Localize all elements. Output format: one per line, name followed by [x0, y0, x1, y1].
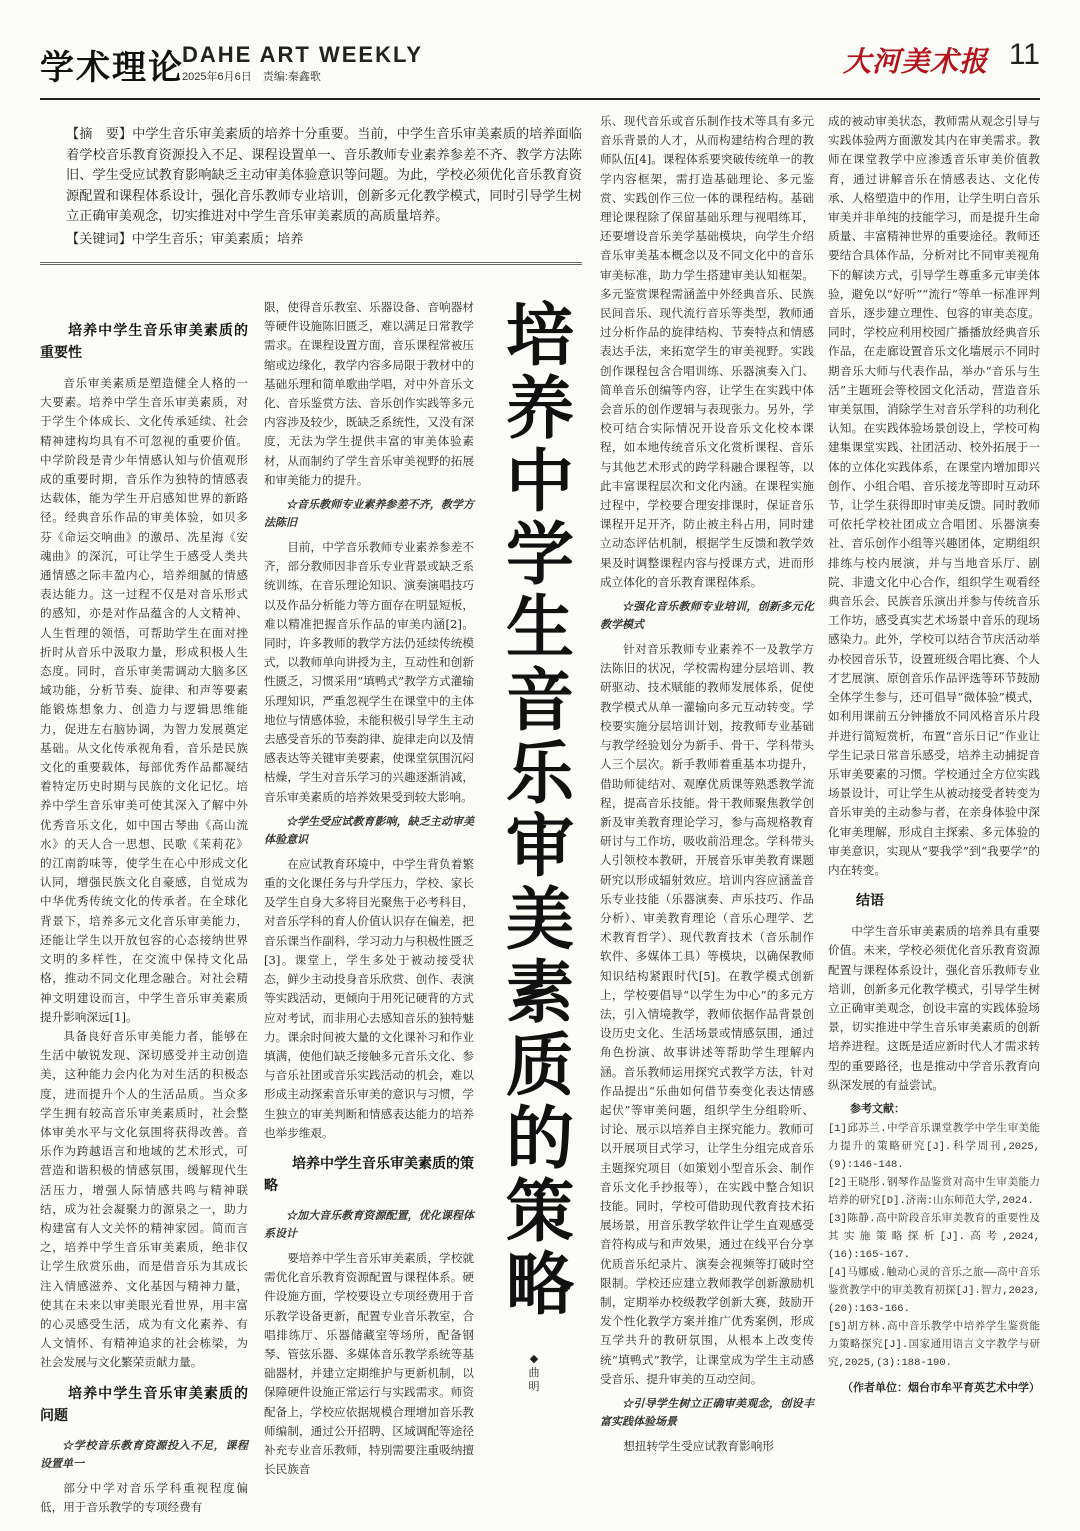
- paragraph: 想扭转学生受应试教育影响形: [623, 1439, 774, 1453]
- headline-char: 音: [505, 662, 574, 741]
- paragraph: 在应试教育环境中，中学生背负着繁重的文化课任务与升学压力，学校、家长及学生自身大多将目光聚焦于必考科目，对音乐学科的育人价值认识存在偏差，把音乐课当作副科，学习动力与积极性匮乏[3]。课堂上，学生多处于被动接受状态，鲜少主动投身音乐欣赏、创作、表演等实践活动，更倾向于用死记硬背的方式应对考试，而非用心去感知音乐的独特魅力。课余时间被大量的文化课补习和作业填满，使他们缺乏接触多元音乐文化、参与音乐社团或音乐实践活动的机会，难以形成主动探索音乐审美的意识与习惯，学生独立的审美判断和情感表达能力的培养也举步维艰。: [264, 856, 474, 1140]
- section-heading: 培养中学生音乐审美素质的策略: [264, 1155, 474, 1194]
- column-4: [828, 112, 1040, 1500]
- paragraph: 成的被动审美状态，教师需从观念引导与实践体验两方面激发其内在审美需求。教师在课堂教学中应渗透音乐审美价值教育，通过讲解音乐在情感表达、文化传承、人格塑造中的作用，让学生明白音乐审美并非单纯的技能学习，而是提升生命质量、丰富精神世界的重要途径。教师还要结合具体作品，分析对比不同审美视角下的解读方式，引导学生尊重多元审美体验，避免以“好听”“流行”等单一标准评判音乐，逐步建立理性、包容的审美态度。同时，学校应利用校园广播播放经典音乐作品，在走廊设置音乐文化墙展示不同时期音乐大师与代表作品，举办“音乐与生活”主题班会等校园文化活动，营造音乐审美氛围，消除学生对音乐学科的功利化认知。在实践体验场景创设上，学校可构建集课堂实践、社团活动、校外拓展于一体的立体化实践体系，在课堂内增加即兴创作、小组合唱、音乐接龙等即时互动环节，让学生获得即时审美反馈。同时教师可依托学校社团成立合唱团、乐器演奏社、音乐创作小组等兴趣团体，定期组织排练与校内展演，并与当地音乐厅、剧院、非遗文化中心合作，组织学生观看经典音乐会、民族音乐演出并参与传统音乐工作坊，感受真实艺术场景中音乐的现场感染力。此外，学校可以结合节庆活动举办校园音乐节，设置班级合唱比赛、个人才艺展演、原创音乐作品评选等环节鼓励全体学生参与，还可倡导“微体验”模式，如利用课前五分钟播放不同风格音乐片段并进行简短赏析，布置“音乐日记”作业让学生记录日常音乐感受，培养主动捕捉音乐审美要素的习惯。学校通过全方位实践场景设计，可让学生从被动接受者转变为音乐审美的主动参与者，在亲身体验中深化审美理解，形成自主探索、多元体验的审美意识，实现从“要我学”到“我要学”的内在转变。: [828, 114, 1040, 877]
- reference-item: [4]马娜威.触动心灵的音乐之旅——高中音乐鉴赏教学中的审美教育初探[J].智力,2023,(20):163-166.: [828, 1267, 1040, 1316]
- byline: [527, 1352, 541, 1394]
- headline-char: 略: [505, 1246, 574, 1325]
- weekly-title: DAHE ART WEEKLY: [182, 42, 424, 67]
- paragraph: 限，使得音乐教室、乐器设备、音响器材等硬件设施陈旧匮乏，难以满足日常教学需求。在课程设置方面，音乐课程常被压缩或边缘化，教学内容多局限于教材中的基础乐理和简单歌曲学唱，对中外音乐文化、音乐鉴赏方法、音乐创作实践等多元内容涉及较少，既缺乏系统性，又没有深度，无法为学生提供丰富的审美体验素材，从而制约了学生音乐审美视野的拓展和审美能力的提升。: [264, 300, 474, 487]
- reference-item: [5]胡方林.高中音乐教学中培养学生鉴赏能力策略探究[J].国家通用语言文字教学与研究,2025,(3):188-190.: [828, 1321, 1040, 1370]
- paragraph: 具备良好音乐审美能力者，能够在生活中敏锐发现、深切感受并主动创造美，这种能力会内化为对生活的积极态度，进而提升个人的生活品质。当众多学生拥有较高音乐审美素质时，社会整体审美水平与文化氛围将获得改善。音乐作为跨越语言和地域的艺术形式，可营造和谐积极的情感氛围，缓解现代生活压力，增强人际情感共鸣与精神联结，成为社会凝聚力的源泉之一，助力构建富有人文关怀的精神家园。简而言之，培养中学生音乐审美素质，绝非仅让学生欣赏乐曲，而是借音乐为其成长注入情感滋养、文化基因与精神力量，使其在未来以审美眼光看世界，用丰富的心灵感受生活，成为有文化素养、有人文情怀、有精神追求的社会栋梁，为社会发展与文化繁荣贡献力量。: [40, 1028, 248, 1370]
- subheading: ☆引导学生树立正确审美观念，创设丰富实践体验场景: [600, 1397, 814, 1428]
- headline-char: 乐: [505, 735, 574, 814]
- editor: 责编:秦鑫歌: [262, 71, 321, 83]
- paragraph: 部分中学对音乐学科重视程度偏低，用于音乐教学的专项经费有: [40, 1480, 248, 1514]
- headline-char: 质: [505, 1027, 574, 1106]
- paragraph: 中学生音乐审美素质的培养具有重要价值。未来，学校必须优化音乐教育资源配置与课程体系设计，强化音乐教师专业培训，创新多元化教学模式，引导学生树立正确审美观念，创设丰富的实践体验场景，切实推进中学生音乐审美素质的创新培养进程。这既是适应新时代人才需求转型的重要路径，也是推动中学音乐教育向纵深发展的有益尝试。: [828, 924, 1040, 1092]
- reference-item: [3]陈静.高中阶段音乐审美教育的重要性及其实施策略探析[J].高考,2024,(16):165-167.: [828, 1213, 1040, 1262]
- column-3: [600, 112, 814, 1500]
- byline-mark: ◆: [529, 1352, 539, 1365]
- headline-char: 美: [505, 881, 574, 960]
- section-title: 学术理论: [40, 48, 184, 88]
- keywords: 【关键词】中学生音乐；审美素质；培养: [66, 231, 304, 247]
- headline-char: 学: [505, 516, 574, 595]
- paragraph: 乐、现代音乐或音乐制作技术等具有多元音乐背景的人才，从而构建结构合理的教师队伍[4]。课程体系要突破传统单一的教学内容框架，需打造基础理论、多元鉴赏、实践创作三位一体的课程结构。基础理论课程除了保留基础乐理与视唱练耳，还要增设音乐美学基础模块，向学生介绍音乐审美基本概念以及不同文化中的音乐审美标准，助力学生搭建审美认知框架。多元鉴赏课程需涵盖中外经典音乐、民族民间音乐、现代流行音乐等类型，教师通过分析作品的旋律结构、节奏特点和情感表达手法，来拓宽学生的审美视野。实践创作课程包含合唱训练、乐器演奏入门、简单音乐创编等内容，让学生在实践中体会音乐的创作逻辑与表现张力。另外，学校可结合实际情况开设音乐文化校本课程，如本地传统音乐文化赏析课程、音乐与其他艺术形式的跨学科融合课程等，以此丰富课程层次和文化内涵。在课程实施过程中，学校要合理安排课时，保证音乐课程开足开齐，防止被主科占用，同时建立动态评估机制，根据学生反馈和教学效果及时调整课程内容与授课方式，进而形成立体化的音乐教育课程体系。: [600, 114, 814, 589]
- byline-char: 曲: [528, 1366, 540, 1379]
- paragraph: 音乐审美素质是塑造健全人格的一大要素。培养中学生音乐审美素质，对于学生个体成长、文化传承延续、社会精神建构均具有不可忽视的重要价值。中学阶段是青少年情感认知与价值观形成的重要时期，音乐作为独特的情感表达载体，能为学生开启感知世界的新路径。经典音乐作品的审美体验，如贝多芬《命运交响曲》的激昂、冼星海《安魂曲》的深沉，可让学生于感受人类共通情感之际丰盈内心，培养细腻的情感表达能力。这一过程不仅是对音乐形式的感知，亦是对作品蕴含的人文精神、人生哲理的领悟，可帮助学生在面对挫折时从音乐中汲取力量，形成积极人生态度。同时，音乐审美需调动大脑多区域功能，分析节奏、旋律、和声等要素能锻炼想象力、创造力与逻辑思维能力，促进左右脑协调，为智力发展奠定基础。从文化传承视角看，音乐是民族文化的重要载体，每部优秀作品都凝结着特定历史时期与民族的文化记忆。培养中学生音乐审美可使其深入了解中外优秀音乐文化，如中国古琴曲《高山流水》的天人合一思想、民歌《茉莉花》的江南韵味等，使学生在心中形成文化认同，增强民族文化自豪感，自觉成为中华优秀传统文化的传承者。在全球化背景下，培养多元文化音乐审美能力，还能让学生以开放包容的心态接纳世界文明的多样性，在交流中保持文化品格，推动不同文化理念融合。对社会精神文明建设而言，中学生音乐审美素质提升影响深远[1]。: [40, 376, 248, 1024]
- headline-char: 中: [505, 443, 574, 522]
- headline: [500, 297, 580, 1325]
- headline-char: 的: [505, 1100, 574, 1179]
- headline-char: 养: [505, 370, 574, 449]
- abstract: [66, 125, 582, 250]
- subheading: ☆学生受应试教育影响，缺乏主动审美体验意识: [264, 814, 474, 846]
- column-2: [264, 298, 474, 1500]
- subheading: ☆强化音乐教师专业培训，创新多元化教学模式: [600, 600, 814, 632]
- issue-date: 2025年6月6日: [182, 71, 252, 83]
- headline-char: 培: [505, 297, 574, 376]
- abstract-divider: [40, 262, 582, 265]
- byline-char: 明: [528, 1380, 540, 1393]
- paragraph: 目前，中学音乐教师专业素养参差不齐，部分教师因非音乐专业背景或缺乏系统训练，在音乐理论知识、演奏演唱技巧以及作品分析能力等方面存在明显短板，难以精准把握音乐作品的审美内涵[2]。同时，许多教师的教学方法仍延续传统模式，以教师单向讲授为主，互动性和创新性匮乏，习惯采用“填鸭式”教学方式灌输乐理知识，严重忽视学生在课堂中的主体地位与情感体验，未能积极引导学生主动去感受音乐的节奏韵律、旋律走向以及情感表达等关键审美要素，使课堂氛围沉闷枯燥，学生对音乐学习的兴趣逐渐消减，音乐审美素质的培养效果受到较大影响。: [264, 540, 474, 804]
- headline-char: 审: [505, 808, 574, 887]
- section-heading: 培养中学生音乐审美素质的问题: [40, 1385, 248, 1424]
- reference-item: [1]邱苏兰.中学音乐课堂教学中学生审美能力提升的策略研究[J].科学周刊,2025,(9):146-148.: [828, 1123, 1040, 1172]
- reference-item: [2]王晓彤.钢琴作品鉴赏对高中生审美能力培养的研究[D].济南:山东师范大学,2024.: [828, 1177, 1040, 1208]
- masthead: [40, 38, 1040, 94]
- issue-meta: [182, 68, 329, 84]
- headline-char: 策: [505, 1173, 574, 1252]
- section-heading: 培养中学生音乐审美素质的重要性: [40, 323, 248, 361]
- section-heading: 结语: [856, 893, 884, 910]
- headline-char: 素: [505, 954, 574, 1033]
- header-rule: [40, 98, 1040, 100]
- abstract-text: 【摘 要】中学生音乐审美素质的培养十分重要。当前，中学生音乐审美素质的培养面临着学校音乐教育资源投入不足、课程设置单一、音乐教师专业素养参差不齐、教学方法陈旧、学生受应试教育影响缺乏主动审美体验意识等问题。为此，学校必须优化音乐教育资源配置和课程体系设计，强化音乐教师专业培训，创新多元化教学模式，同时引导学生树立正确审美观念，切实推进对中学生音乐审美素质的高质量培养。: [66, 127, 582, 224]
- references-title: 参考文献：: [850, 1103, 905, 1116]
- subheading: ☆加大音乐教育资源配置，优化课程体系设计: [264, 1208, 474, 1240]
- subheading: ☆学校音乐教育资源投入不足，课程设置单一: [40, 1438, 248, 1470]
- headline-char: 生: [505, 589, 574, 668]
- brand-logo: 大河美术报: [842, 45, 988, 78]
- page-number: 11: [1008, 38, 1040, 71]
- paragraph: 针对音乐教师专业素养不一及教学方法陈旧的状况，学校需构建分层培训、教研驱动、技术赋能的教师发展体系，促使教学模式从单一灌输向多元互动转变。学校要实施分层培训计划，按教师专业基础与教学经验划分为新手、骨干、学科带头人三个层次。新手教师着重基本功提升，借助师徒结对、观摩优质课等熟悉教学流程，提高音乐技能。骨干教师聚焦教学创新及审美教育理论学习，参与高规格教育研讨与工作坊，吸收前沿理念。学科带头人引领校本教研，开展音乐审美教育课题研究以形成辐射效应。培训内容应涵盖音乐专业技能（乐器演奏、声乐技巧、作品分析）、审美教育理论（音乐心理学、艺术教育哲学）、现代教育技术（音乐制作软件、多媒体工具）等模块，以确保教师知识结构紧跟时代[5]。在教学模式创新上，学校要倡导“以学生为中心”的多元方法，引入情境教学，教师依据作品背景创设历史文化、生活场景或情感氛围，通过角色扮演、故事讲述等帮助学生理解内涵。音乐教师运用探究式教学方法，针对作品提出“乐曲如何借节奏变化表达情感起伏”等审美问题，组织学生分组聆听、讨论、展示以培养自主探究能力。教师可以开展项目式学习，让学生分组完成音乐主题探究项目（如策划小型音乐会、制作音乐文化手抄报等），在实践中整合知识技能。同时，学校可借助现代教育技术拓展场景，用音乐教学软件让学生直观感受音符构成与和声效果，通过在线平台分享优质音乐纪录片、演奏会视频等打破时空限制。学校还应建立教师教学创新激励机制，定期举办校级教学创新大赛，鼓励开发个性化教学方案并推广优秀案例，形成互学共升的教研氛围，从根本上改变传统“填鸭式”教学，让课堂成为学生主动感受音乐、提升审美的互动空间。: [600, 642, 814, 1386]
- subheading: ☆音乐教师专业素养参差不齐，教学方法陈旧: [264, 498, 474, 530]
- column-1: [40, 310, 248, 1514]
- author-affiliation: （作者单位：烟台市牟平育英艺术中学）: [842, 1381, 1040, 1395]
- paragraph: 要培养中学生音乐审美素质，学校就需优化音乐教育资源配置与课程体系。硬件设施方面，学校要设立专项经费用于音乐教学设备更新，配置专业音乐教室，合唱排练厅、乐器储藏室等场所，配备钢琴、管弦乐器、多媒体音乐教学系统等基础器材，并建立定期维护与更新机制，以保障硬件设施正常运行与实践需求。师资配备上，学校应依据规模合理增加音乐教师编制，通过公开招聘、区域调配等途径补充专业音乐教师，特别需要注重吸纳擅长民族音: [264, 1250, 474, 1477]
